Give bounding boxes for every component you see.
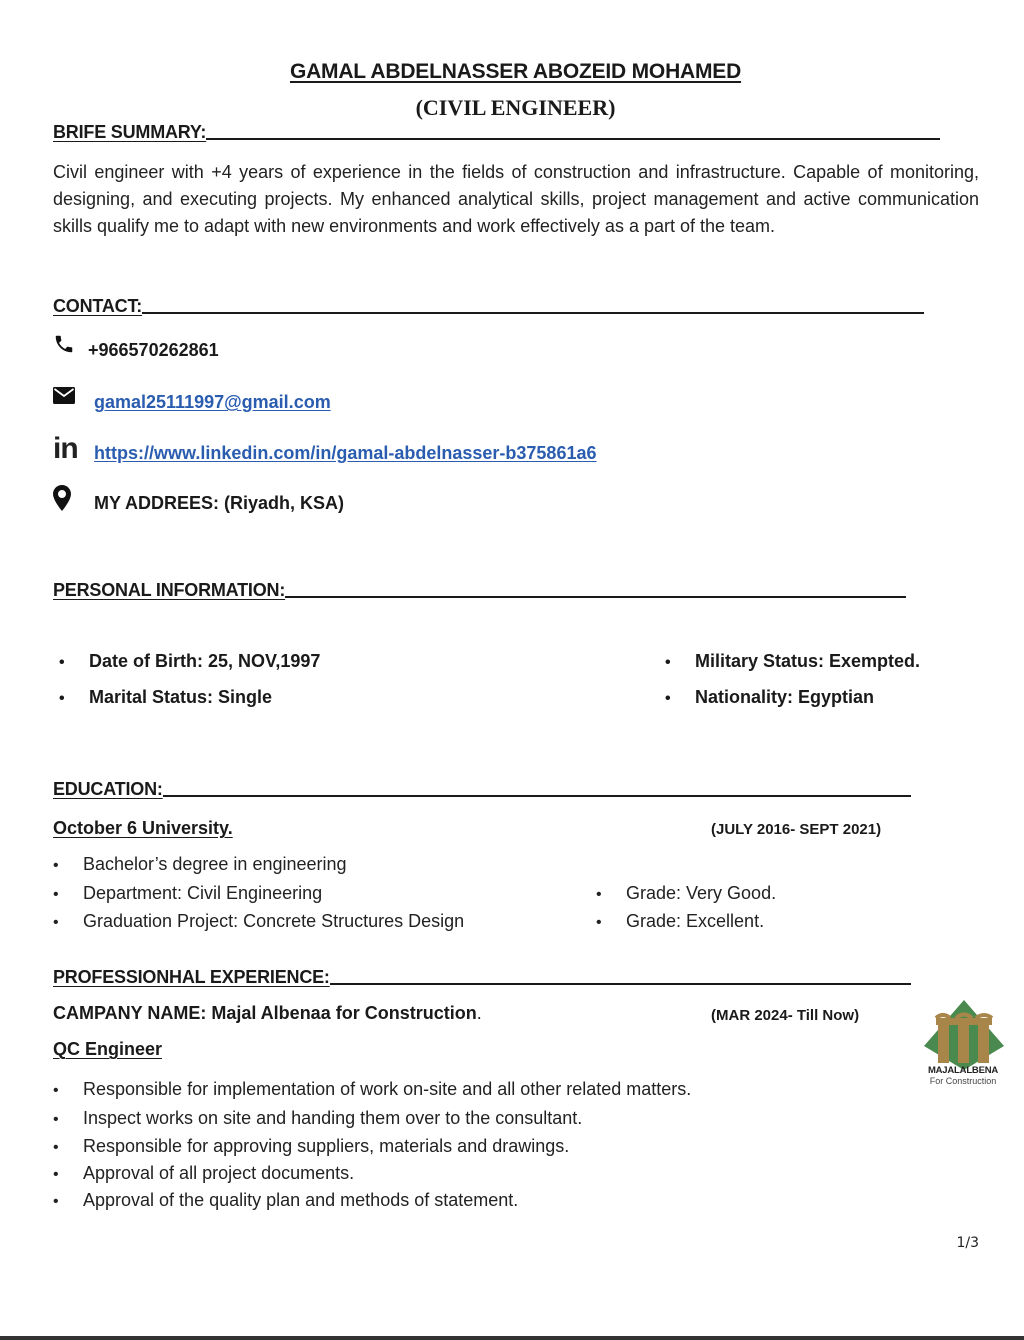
- bullet-icon: •: [59, 654, 65, 671]
- phone-icon: [53, 333, 88, 355]
- duty-item: [53, 1079, 691, 1100]
- personal-item-marital: [59, 687, 272, 708]
- duty-text: Inspect works on site and handing them over to the consultant.: [83, 1108, 583, 1128]
- personal-item-text: Military Status: Exempted.: [695, 651, 921, 671]
- section-summary-heading: [53, 122, 940, 143]
- education-grade: [596, 911, 764, 932]
- contact-email: [53, 392, 331, 413]
- bullet-icon: •: [53, 886, 59, 903]
- section-rule: [142, 312, 924, 314]
- contact-address: [53, 493, 344, 514]
- duty-item: [53, 1136, 569, 1157]
- candidate-name: GAMAL ABDELNASSER ABOZEID MOHAMED: [289, 60, 742, 83]
- duty-text: Responsible for implementation of work on-site and all other related matters.: [83, 1079, 692, 1099]
- page-bottom-edge: [0, 1336, 1024, 1340]
- personal-item-dob: [59, 651, 320, 672]
- bullet-icon: •: [596, 886, 602, 903]
- section-contact-heading: [53, 296, 924, 317]
- company-suffix: .: [476, 1003, 482, 1023]
- job-role: QC Engineer: [53, 1039, 163, 1059]
- bullet-icon: •: [53, 857, 59, 874]
- section-label: CONTACT:: [53, 296, 143, 316]
- bullet-icon: •: [665, 690, 671, 707]
- page-number: 1/3: [956, 1235, 979, 1251]
- company-logo-text: [918, 1066, 1008, 1086]
- education-item-text: Bachelor’s degree in engineering: [83, 854, 347, 874]
- section-rule: [330, 983, 911, 985]
- duty-item: [53, 1163, 354, 1184]
- location-pin-icon: [53, 485, 94, 511]
- personal-item-text: Nationality: Egyptian: [695, 687, 875, 707]
- education-item: [53, 911, 464, 932]
- duty-text: Approval of all project documents.: [83, 1163, 355, 1183]
- bullet-icon: •: [53, 1166, 59, 1183]
- bullet-icon: •: [665, 654, 671, 671]
- section-label: PERSONAL INFORMATION:: [53, 580, 286, 600]
- linkedin-icon: in: [53, 432, 78, 465]
- section-label: PROFESSIONHAL EXPERIENCE:: [53, 967, 330, 987]
- linkedin-link[interactable]: https://www.linkedin.com/in/gamal-abdelnasser-b375861a6: [94, 442, 597, 463]
- company-name: [53, 1003, 482, 1024]
- university-name: October 6 University.: [53, 818, 233, 838]
- section-label: EDUCATION:: [53, 779, 163, 799]
- education-grade-text: Grade: Excellent.: [626, 911, 765, 931]
- contact-linkedin: [53, 432, 597, 466]
- section-rule: [163, 795, 911, 797]
- duty-text: Responsible for approving suppliers, materials and drawings.: [83, 1136, 570, 1156]
- bullet-icon: •: [53, 914, 59, 931]
- phone-number: +966570262861: [88, 340, 219, 360]
- education-dates: (JULY 2016- SEPT 2021): [711, 821, 882, 838]
- duty-text: Approval of the quality plan and methods of statement.: [83, 1190, 519, 1210]
- experience-dates: (MAR 2024- Till Now): [711, 1007, 860, 1024]
- company-label: CAMPANY NAME: Majal Albenaa for Construction: [53, 1003, 477, 1023]
- logo-line1: MAJALALBENA: [927, 1065, 999, 1076]
- education-grade: [596, 883, 776, 904]
- duty-item: [53, 1190, 518, 1211]
- bullet-icon: •: [53, 1111, 59, 1128]
- education-item-text: Department: Civil Engineering: [83, 883, 323, 903]
- candidate-title: (CIVIL ENGINEER): [415, 95, 616, 120]
- section-education-heading: [53, 779, 911, 800]
- summary-text: Civil engineer with +4 years of experience in the fields of construction and infrastructure. Capable of monitoring, designing, and executing projects. My enhanced analytical skills, project management and active communication skills qualify me to adapt with new environments and work effectively as a part of the team.: [53, 162, 979, 236]
- section-personal-heading: [53, 580, 906, 601]
- personal-item-military: [665, 651, 920, 672]
- section-rule: [206, 138, 940, 140]
- personal-item-nationality: [665, 687, 874, 708]
- education-item: [53, 883, 322, 904]
- education-grade-text: Grade: Very Good.: [626, 883, 777, 903]
- logo-line2: For Construction: [929, 1076, 997, 1086]
- bullet-icon: •: [596, 914, 602, 931]
- education-item-text: Graduation Project: Concrete Structures Design: [83, 911, 465, 931]
- section-experience-heading: [53, 967, 911, 988]
- address-text: MY ADDREES: (Riyadh, KSA): [94, 493, 345, 513]
- bullet-icon: •: [53, 1193, 59, 1210]
- email-icon: [53, 387, 94, 404]
- email-link[interactable]: gamal25111997@gmail.com: [94, 392, 331, 412]
- personal-item-text: Date of Birth: 25, NOV,1997: [89, 651, 321, 671]
- bullet-icon: •: [53, 1139, 59, 1156]
- section-rule: [285, 596, 906, 598]
- section-label: BRIFE SUMMARY:: [53, 122, 207, 142]
- bullet-icon: •: [59, 690, 65, 707]
- education-item: [53, 854, 347, 875]
- contact-phone: [53, 340, 219, 361]
- duty-item: [53, 1108, 582, 1129]
- personal-item-text: Marital Status: Single: [89, 687, 273, 707]
- bullet-icon: •: [53, 1082, 59, 1099]
